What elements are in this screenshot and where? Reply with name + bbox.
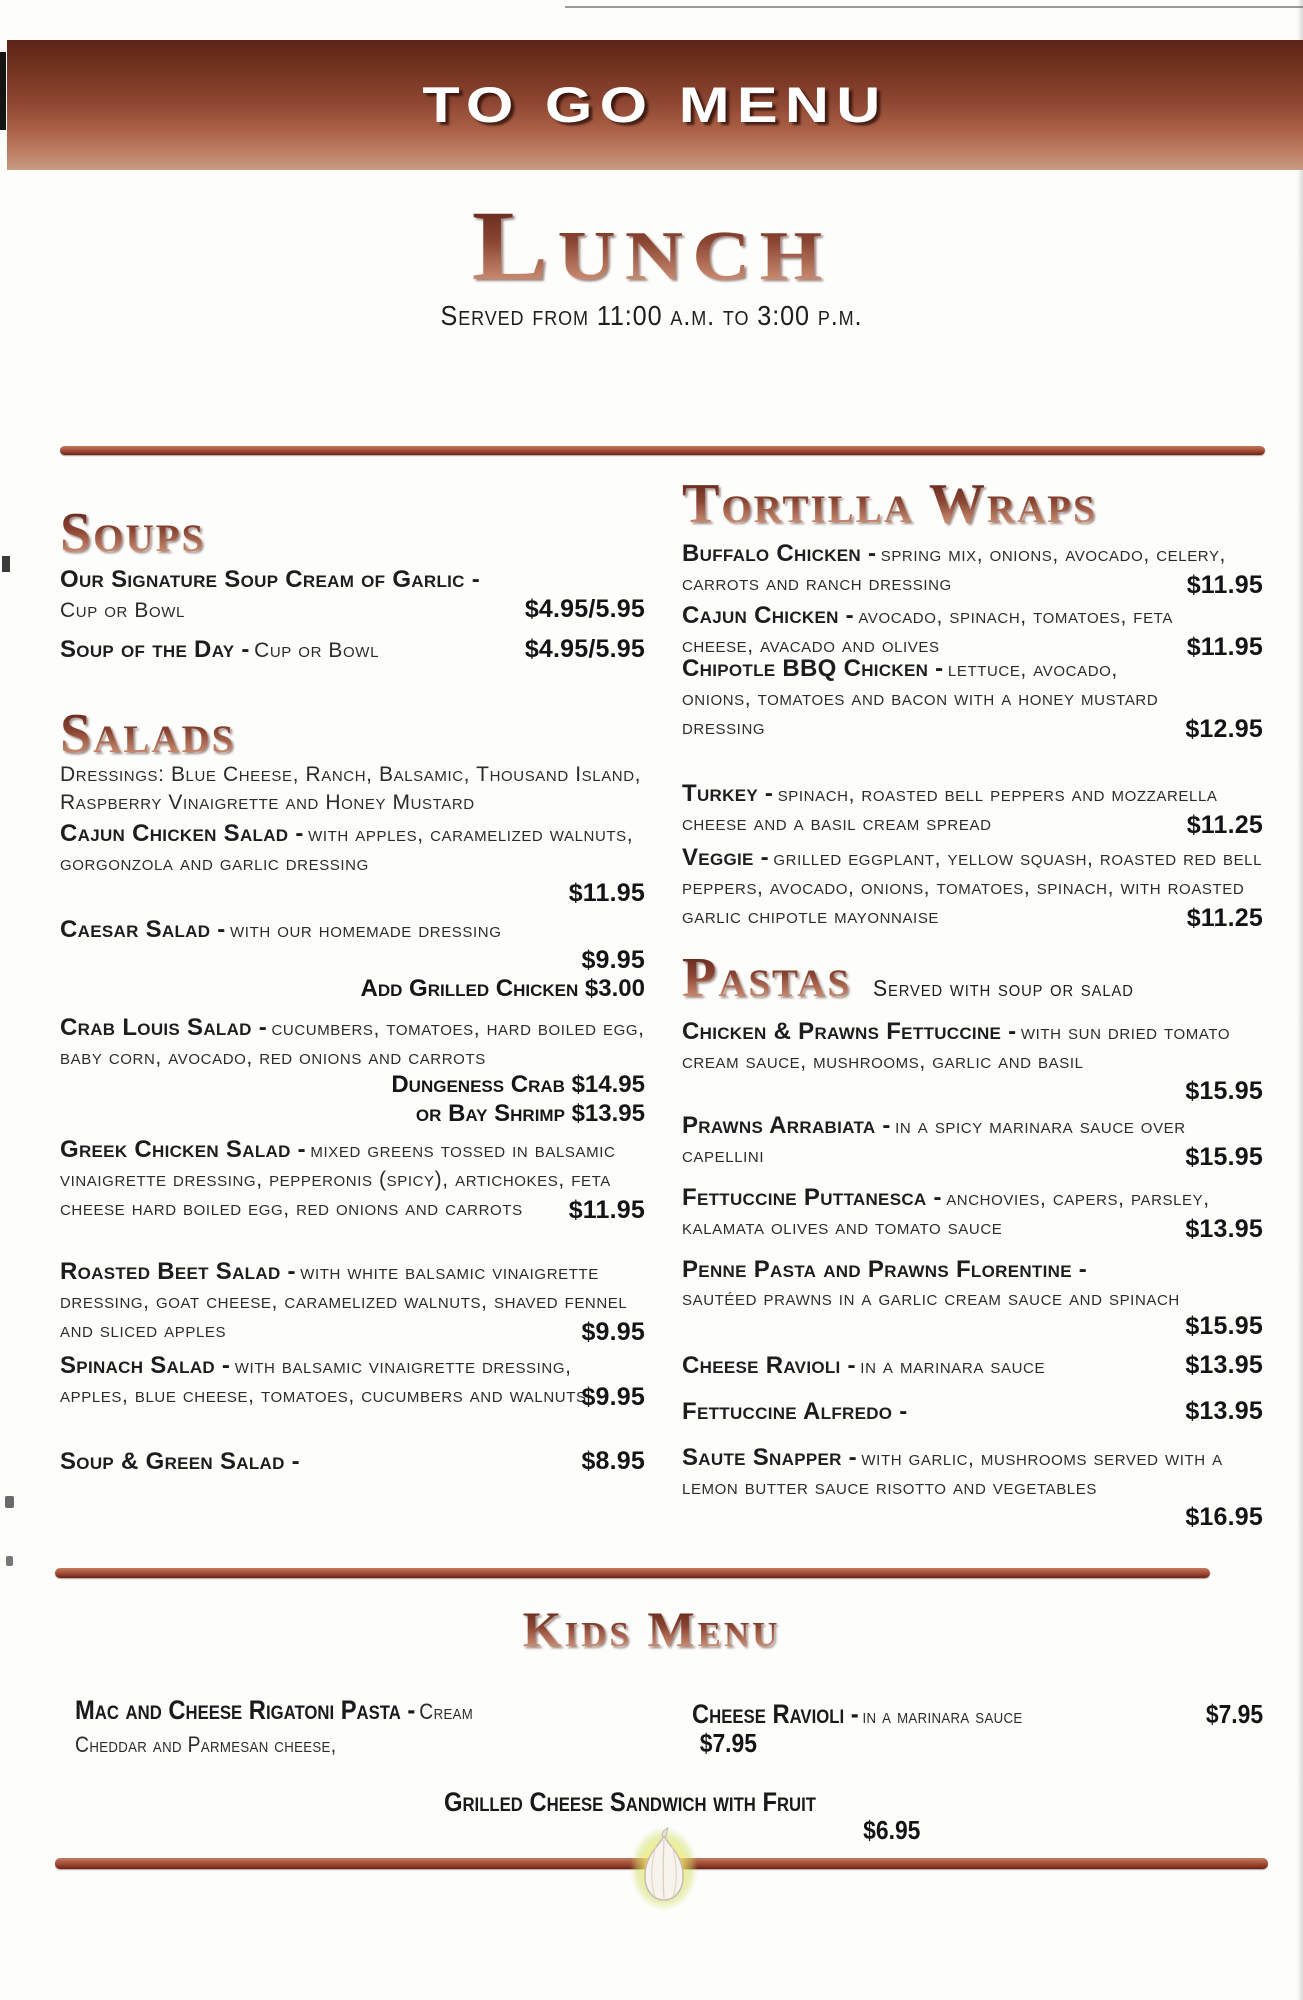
item-price: $11.95 — [568, 879, 645, 907]
item-name: Chipotle BBQ Chicken - — [682, 655, 944, 682]
item-name: Mac and Cheese Rigatoni Pasta - — [75, 1695, 416, 1725]
item-price: $9.95 — [581, 946, 645, 974]
item-name: Greek Chicken Salad - — [60, 1136, 306, 1163]
item-desc: spring mix, onions, avocado, celery, carrots and ranch dressing — [682, 543, 1226, 595]
item-price: $15.95 — [1185, 1312, 1263, 1340]
item-addon: Add Grilled Chicken $3.00 — [360, 975, 645, 1002]
item-name: Roasted Beet Salad - — [60, 1258, 296, 1285]
item-price: $7.95 — [699, 1728, 757, 1758]
menu-item-kids-cheese-ravioli — [692, 1700, 1263, 1733]
page-subtitle: Served from 11:00 a.m. to 3:00 p.m. — [440, 300, 863, 331]
section-title-tortilla-wraps: Tortilla Wraps — [682, 473, 1097, 535]
item-price: $13.95 — [1185, 1351, 1263, 1379]
item-desc: in a spicy marinara sauce over capellini — [682, 1115, 1186, 1167]
banner-title: TO GO MENU — [422, 77, 888, 133]
section-title-salads: Salads — [60, 703, 236, 765]
section-title-soups: Soups — [60, 502, 206, 564]
section-header-pastas — [682, 947, 1156, 1009]
menu-item-crab-louis-salad — [60, 1014, 645, 1126]
section-title-kids-menu: Kids Menu — [0, 1604, 1303, 1654]
item-name: Saute Snapper - — [682, 1444, 857, 1471]
item-price: $4.95/5.95 — [524, 595, 645, 623]
item-price: $9.95 — [581, 1383, 645, 1411]
menu-item-chipotle-bbq-chicken-wrap — [682, 655, 1263, 743]
item-price: $11.95 — [1186, 571, 1263, 599]
item-desc: cucumbers, tomatoes, hard boiled egg, baby corn, avocado, red onions and carrots — [60, 1017, 645, 1069]
menu-item-soup-of-day — [60, 636, 645, 666]
item-name: Fettuccine Puttanesca - — [682, 1184, 942, 1211]
item-name: Crab Louis Salad - — [60, 1014, 268, 1041]
garlic-bulb-icon — [626, 1824, 702, 1914]
item-desc: sautéed prawns in a garlic cream sauce and spinach — [682, 1287, 1180, 1310]
item-name: Turkey - — [682, 780, 774, 807]
item-name: Prawns Arrabiata - — [682, 1112, 891, 1139]
item-name: Spinach Salad - — [60, 1352, 231, 1379]
item-name: Buffalo Chicken - — [682, 540, 877, 567]
item-desc: grilled eggplant, yellow squash, roasted red bell peppers, avocado, onions, tomatoes, spinach, with roasted garlic chipotle mayonnaise — [682, 847, 1263, 928]
menu-item-cajun-chicken-salad — [60, 820, 645, 907]
menu-item-penne-prawns-florentine — [682, 1256, 1263, 1340]
item-price: $11.95 — [568, 1196, 645, 1224]
scan-speck — [6, 1556, 13, 1566]
page-title: Lunch — [0, 196, 1303, 296]
item-desc: Cheddar and Parmesan cheese, — [75, 1732, 337, 1757]
item-desc: with garlic, mushrooms served with a lemon butter sauce risotto and vegetables — [682, 1447, 1223, 1499]
item-desc: in a marinara sauce — [862, 1703, 1023, 1728]
item-desc: anchovies, capers, parsley, kalamata olives and tomato sauce — [682, 1187, 1210, 1239]
item-price-options — [391, 1070, 645, 1128]
item-price: $12.95 — [1185, 715, 1263, 743]
item-price: $6.95 — [863, 1815, 921, 1845]
scan-speck — [5, 1496, 14, 1508]
menu-item-chicken-prawns-fettuccine — [682, 1018, 1263, 1105]
menu-item-caesar-salad — [60, 916, 645, 1002]
item-price: $16.95 — [1185, 1503, 1263, 1531]
item-desc: in a marinara sauce — [860, 1355, 1046, 1378]
item-price-option: Dungeness Crab $14.95 — [391, 1071, 645, 1098]
item-name: Cajun Chicken - — [682, 602, 854, 629]
menu-item-mac-and-cheese — [75, 1696, 775, 1759]
menu-item-turkey-wrap — [682, 780, 1263, 839]
menu-item-cajun-chicken-wrap — [682, 602, 1263, 661]
scan-right-edge — [1297, 0, 1303, 2000]
item-price: $11.25 — [1186, 904, 1263, 932]
item-name: Penne Pasta and Prawns Florentine - — [682, 1256, 1088, 1283]
menu-item-signature-soup — [60, 566, 645, 624]
item-name: Soup & Green Salad - — [60, 1448, 300, 1475]
item-price: $8.95 — [581, 1447, 645, 1475]
item-price: $11.95 — [1186, 633, 1263, 661]
item-price: $7.95 — [1205, 1699, 1264, 1729]
menu-item-prawns-arrabiata — [682, 1112, 1263, 1171]
menu-item-spinach-salad — [60, 1352, 645, 1411]
item-price: $4.95/5.95 — [524, 635, 645, 663]
item-desc: with apples, caramelized walnuts, gorgonzola and garlic dressing — [60, 823, 634, 875]
item-desc: Cream — [419, 1699, 474, 1724]
item-desc: with our homemade dressing — [230, 919, 502, 942]
salads-dressings-note — [60, 762, 645, 818]
dressings-text: Dressings: Blue Cheese, Ranch, Balsamic, Thousand Island, Raspberry Vinaigrette and Honey Mustard — [60, 763, 642, 814]
item-name: Fettuccine Alfredo - — [682, 1398, 908, 1425]
item-price: $15.95 — [1185, 1077, 1263, 1105]
item-desc: with white balsamic vinaigrette dressing, goat cheese, caramelized walnuts, shaved fennel and sliced apples — [60, 1261, 628, 1342]
item-name: Cheese Ravioli - — [692, 1699, 859, 1729]
item-price: $9.95 — [581, 1318, 645, 1346]
menu-item-greek-chicken-salad — [60, 1136, 645, 1224]
menu-item-veggie-wrap — [682, 844, 1263, 932]
item-name: Soup of the Day - — [60, 636, 250, 663]
menu-item-saute-snapper — [682, 1444, 1263, 1531]
item-desc: Cup or Bowl — [254, 639, 380, 662]
menu-item-cheese-ravioli — [682, 1352, 1263, 1382]
menu-item-fettuccine-alfredo — [682, 1398, 1263, 1428]
item-desc: with sun dried tomato cream sauce, mushrooms, garlic and basil — [682, 1021, 1231, 1073]
item-desc: spinach, roasted bell peppers and mozzarella cheese and a basil cream spread — [682, 783, 1218, 835]
item-name: Veggie - — [682, 844, 769, 871]
item-desc: avocado, spinach, tomatoes, feta cheese, avacado and olives — [682, 605, 1173, 657]
section-title-pastas: Pastas — [682, 947, 852, 1009]
item-name: Caesar Salad - — [60, 916, 226, 943]
item-price-option: or Bay Shrimp $13.95 — [415, 1100, 645, 1127]
item-price: $13.95 — [1185, 1397, 1263, 1425]
item-name: Cajun Chicken Salad - — [60, 820, 304, 847]
menu-item-soup-green-salad — [60, 1448, 645, 1478]
pastas-tagline: Served with soup or salad — [873, 975, 1134, 1001]
item-name: Our Signature Soup Cream of Garlic - — [60, 566, 480, 593]
menu-item-roasted-beet-salad — [60, 1258, 645, 1346]
item-desc: mixed greens tossed in balsamic vinaigrette dressing, pepperonis (spicy), artichokes, feta cheese hard boiled egg, red onions and carrots — [60, 1139, 616, 1220]
item-price: $13.95 — [1185, 1215, 1263, 1243]
item-desc: with balsamic vinaigrette dressing, apples, blue cheese, tomatoes, cucumbers and walnuts — [60, 1355, 587, 1407]
item-price: $11.25 — [1186, 811, 1263, 839]
item-name: Grilled Cheese Sandwich with Fruit — [444, 1787, 816, 1817]
menu-item-fettuccine-puttanesca — [682, 1184, 1263, 1243]
item-name: Chicken & Prawns Fettuccine - — [682, 1018, 1017, 1045]
item-desc: Cup or Bowl — [60, 599, 185, 622]
scan-speck — [2, 556, 10, 572]
item-price: $15.95 — [1185, 1143, 1263, 1171]
item-desc: lettuce, avocado, onions, tomatoes and bacon with a honey mustard dressing — [682, 658, 1159, 739]
menu-item-buffalo-chicken-wrap — [682, 540, 1263, 599]
item-name: Cheese Ravioli - — [682, 1352, 856, 1379]
